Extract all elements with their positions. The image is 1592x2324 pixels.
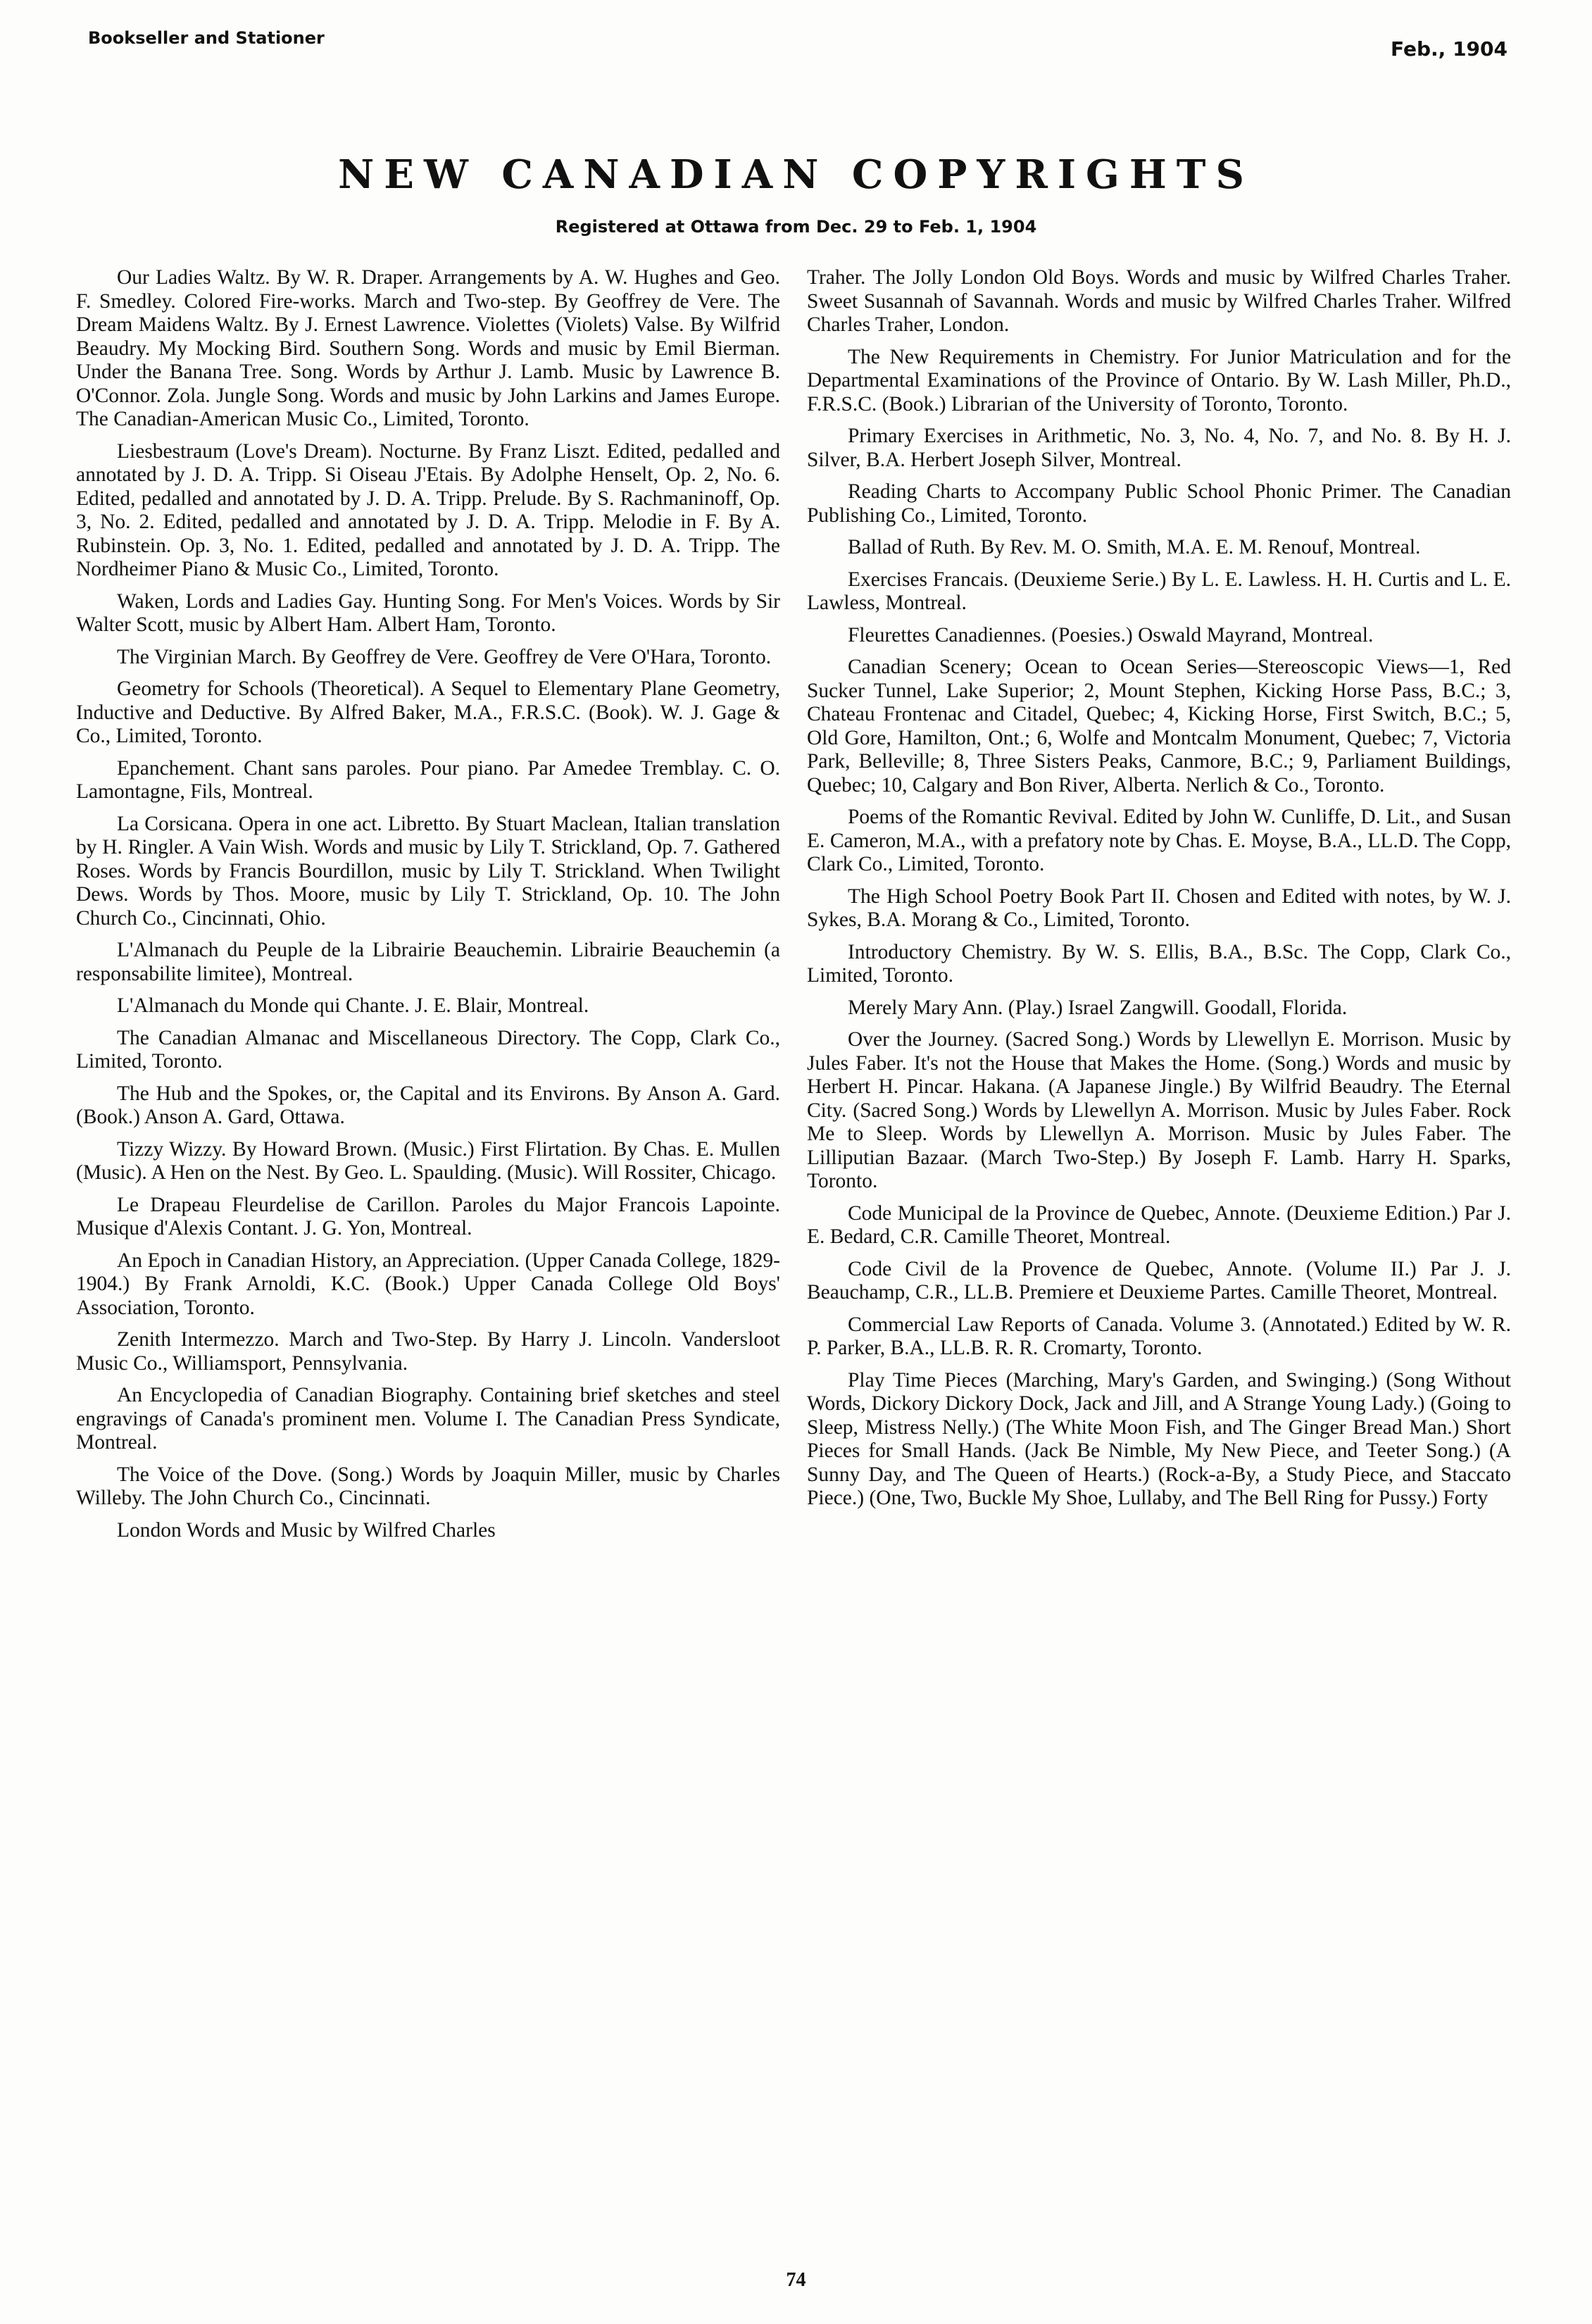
copyright-entry: L'Almanach du Peuple de la Librairie Beauchemin. Librairie Beauchemin (a responsabilite limitee), Montreal. (76, 939, 780, 985)
issue-date: Feb., 1904 (1391, 37, 1508, 61)
page-title: NEW CANADIAN COPYRIGHTS (338, 151, 1254, 198)
copyright-entry: Primary Exercises in Arithmetic, No. 3, No. 4, No. 7, and No. 8. By H. J. Silver, B.A. Herbert Joseph Silver, Montreal. (807, 425, 1511, 471)
copyright-entry: Introductory Chemistry. By W. S. Ellis, B.A., B.Sc. The Copp, Clark Co., Limited, Toronto. (807, 940, 1511, 987)
page-subtitle: Registered at Ottawa from Dec. 29 to Feb. 1, 1904 (555, 217, 1037, 237)
copyright-entry: Tizzy Wizzy. By Howard Brown. (Music.) First Flirtation. By Chas. E. Mullen (Music). A Hen on the Nest. By Geo. L. Spaulding. (Music). Will Rossiter, Chicago. (76, 1137, 780, 1184)
copyright-entry: The New Requirements in Chemistry. For Junior Matriculation and for the Departmental Examinations of the Province of Ontario. By W. Lash Miller, Ph.D., F.R.S.C. (Book.) Librarian of the University of Toronto, Toronto. (807, 345, 1511, 416)
copyright-entry: The Hub and the Spokes, or, the Capital and its Environs. By Anson A. Gard. (Book.) Anson A. Gard, Ottawa. (76, 1082, 780, 1128)
copyright-entry: Reading Charts to Accompany Public School Phonic Primer. The Canadian Publishing Co., Limited, Toronto. (807, 480, 1511, 527)
page-number: 74 (786, 2269, 806, 2291)
copyright-entry: Traher. The Jolly London Old Boys. Words and music by Wilfred Charles Traher. Sweet Susannah of Savannah. Words and music by Wilfred Charles Traher. Wilfred Charles Traher, London. (807, 266, 1511, 336)
copyright-entry: Commercial Law Reports of Canada. Volume 3. (Annotated.) Edited by W. R. P. Parker, B.A., LL.B. R. R. Cromarty, Toronto. (807, 1313, 1511, 1359)
copyright-entry: Over the Journey. (Sacred Song.) Words by Llewellyn E. Morrison. Music by Jules Faber. It's not the House that Makes the Home. (Song.) Words and music by Herbert H. Pincar. Hakana. (A Japanese Jingle.) By Wilfrid Beaudry. The Eternal City. (Sacred Song.) Words by Llewellyn A. Morrison. Music by Jules Faber. Rock Me to Sleep. Words by Llewellyn A. Morrison. Music by Jules Faber. The Lilliputian Bazaar. (March Two-Step.) By Joseph F. Lamb. Harry H. Sparks, Toronto. (807, 1028, 1511, 1192)
copyright-entry: Poems of the Romantic Revival. Edited by John W. Cunliffe, D. Lit., and Susan E. Cameron, M.A., with a prefatory note by Chas. E. Moyse, B.A., LL.D. The Copp, Clark Co., Limited, Toronto. (807, 806, 1511, 875)
left-column (76, 266, 780, 1551)
copyright-entry: Merely Mary Ann. (Play.) Israel Zangwill. Goodall, Florida. (848, 996, 1348, 1019)
copyright-entry: Ballad of Ruth. By Rev. M. O. Smith, M.A. E. M. Renouf, Montreal. (848, 536, 1421, 558)
publication-name: Bookseller and Stationer (88, 28, 325, 48)
copyright-entry: An Epoch in Canadian History, an Appreciation. (Upper Canada College, 1829-1904.) By Frank Arnoldi, K.C. (Book.) Upper Canada College Old Boys' Association, Toronto. (76, 1249, 780, 1319)
copyright-entry: L'Almanach du Monde qui Chante. J. E. Blair, Montreal. (117, 994, 589, 1017)
copyright-entry: Play Time Pieces (Marching, Mary's Garden, and Swinging.) (Song Without Words, Dickory Dickory Dock, Jack and Jill, and A Strange Young Lady.) (Going to Sleep, Mistress Nelly.) (The White Moon Fish, and The Ginger Bread Man.) Short Pieces for Small Hands. (Jack Be Nimble, My New Piece, and Teeter Song.) (A Sunny Day, and The Queen of Hearts.) (Rock-a-By, a Study Piece, and Staccato Piece.) (One, Two, Buckle My Shoe, Lullaby, and The Bell Ring for Pussy.) Forty (807, 1368, 1511, 1509)
copyright-entry: Liesbestraum (Love's Dream). Nocturne. By Franz Liszt. Edited, pedalled and annotated by J. D. A. Tripp. Si Oiseau J'Etais. By Adolphe Henselt, Op. 2, No. 6. Edited, pedalled and annotated by J. D. A. Tripp. Prelude. By S. Rachmaninoff, Op. 3, No. 2. Edited, pedalled and annotated by J. D. A. Tripp. Melodie in F. By A. Rubinstein. Op. 3, No. 1. Edited, pedalled and annotated by J. D. A. Tripp. The Nordheimer Piano & Music Co., Limited, Toronto. (76, 439, 780, 580)
copyright-entry: The High School Poetry Book Part II. Chosen and Edited with notes, by W. J. Sykes, B.A. Morang & Co., Limited, Toronto. (807, 885, 1511, 931)
copyright-entry: Code Civil de la Provence de Quebec, Annote. (Volume II.) Par J. J. Beauchamp, C.R., LL.B. Premiere et Deuxieme Partes. Camille Theoret, Montreal. (807, 1257, 1511, 1304)
copyright-entry: Epanchement. Chant sans paroles. Pour piano. Par Amedee Tremblay. C. O. Lamontagne, Fils, Montreal. (76, 756, 780, 803)
copyright-entry: La Corsicana. Opera in one act. Libretto. By Stuart Maclean, Italian translation by H. Ringler. A Vain Wish. Words and music by Lily T. Strickland, Op. 7. Gathered Roses. Words by Francis Bourdillon, music by Lily T. Strickland. When Twilight Dews. Words by Thos. Moore, music by Lily T. Strickland, Op. 10. The John Church Co., Cincinnati, Ohio. (76, 812, 780, 930)
copyright-entry: Fleurettes Canadiennes. (Poesies.) Oswald Mayrand, Montreal. (848, 623, 1374, 646)
copyright-entry: An Encyclopedia of Canadian Biography. Containing brief sketches and steel engravings of Canada's prominent men. Volume I. The Canadian Press Syndicate, Montreal. (76, 1384, 780, 1454)
copyright-entry: Zenith Intermezzo. March and Two-Step. By Harry J. Lincoln. Vandersloot Music Co., Williamsport, Pennsylvania. (76, 1328, 780, 1375)
copyright-entry: Canadian Scenery; Ocean to Ocean Series—Stereoscopic Views—1, Red Sucker Tunnel, Lake Superior; 2, Mount Stephen, Kicking Horse Pass, B.C.; 3, Chateau Frontenac and Citadel, Quebec; 4, Kicking Horse, First Switch, B.C.; 5, Old Gore, Hamilton, Ont.; 6, Wolfe and Montcalm Monument, Quebec; 7, Victoria Park, Belleville; 8, Three Sisters Peaks, Canmore, B.C.; 9, Parliament Buildings, Quebec; 10, Calgary and Bon River, Alberta. Nerlich & Co., Toronto. (807, 656, 1511, 796)
copyright-entry: Code Municipal de la Province de Quebec, Annote. (Deuxieme Edition.) Par J. E. Bedard, C.R. Camille Theoret, Montreal. (807, 1201, 1511, 1248)
right-column (807, 266, 1511, 1519)
copyright-entry: Le Drapeau Fleurdelise de Carillon. Paroles du Major Francois Lapointe. Musique d'Alexis Contant. J. G. Yon, Montreal. (76, 1193, 780, 1239)
copyright-entry: Exercises Francais. (Deuxieme Serie.) By L. E. Lawless. H. H. Curtis and L. E. Lawless, Montreal. (807, 568, 1511, 614)
copyright-entry: Waken, Lords and Ladies Gay. Hunting Song. For Men's Voices. Words by Sir Walter Scott, music by Albert Ham. Albert Ham, Toronto. (76, 589, 780, 636)
copyright-entry: Our Ladies Waltz. By W. R. Draper. Arrangements by A. W. Hughes and Geo. F. Smedley. Colored Fire-works. March and Two-step. By Geoffrey de Vere. The Dream Maidens Waltz. By J. Ernest Lawrence. Violettes (Violets) Valse. By Wilfrid Beaudry. My Mocking Bird. Southern Song. Words and music by Emil Bierman. Under the Banana Tree. Song. Words by Arthur J. Lamb. Music by Lawrence B. O'Connor. Zola. Jungle Song. Words and music by John Larkins and James Europe. The Canadian-American Music Co., Limited, Toronto. (76, 266, 780, 430)
copyright-entry: The Virginian March. By Geoffrey de Vere. Geoffrey de Vere O'Hara, Toronto. (117, 645, 772, 668)
copyright-entry: The Voice of the Dove. (Song.) Words by Joaquin Miller, music by Charles Willeby. The John Church Co., Cincinnati. (76, 1463, 780, 1509)
copyright-entry: Geometry for Schools (Theoretical). A Sequel to Elementary Plane Geometry, Inductive and Deductive. By Alfred Baker, M.A., F.R.S.C. (Book). W. J. Gage & Co., Limited, Toronto. (76, 677, 780, 747)
copyright-entry: The Canadian Almanac and Miscellaneous Directory. The Copp, Clark Co., Limited, Toronto. (76, 1026, 780, 1073)
copyright-entry: London Words and Music by Wilfred Charles (117, 1518, 496, 1542)
